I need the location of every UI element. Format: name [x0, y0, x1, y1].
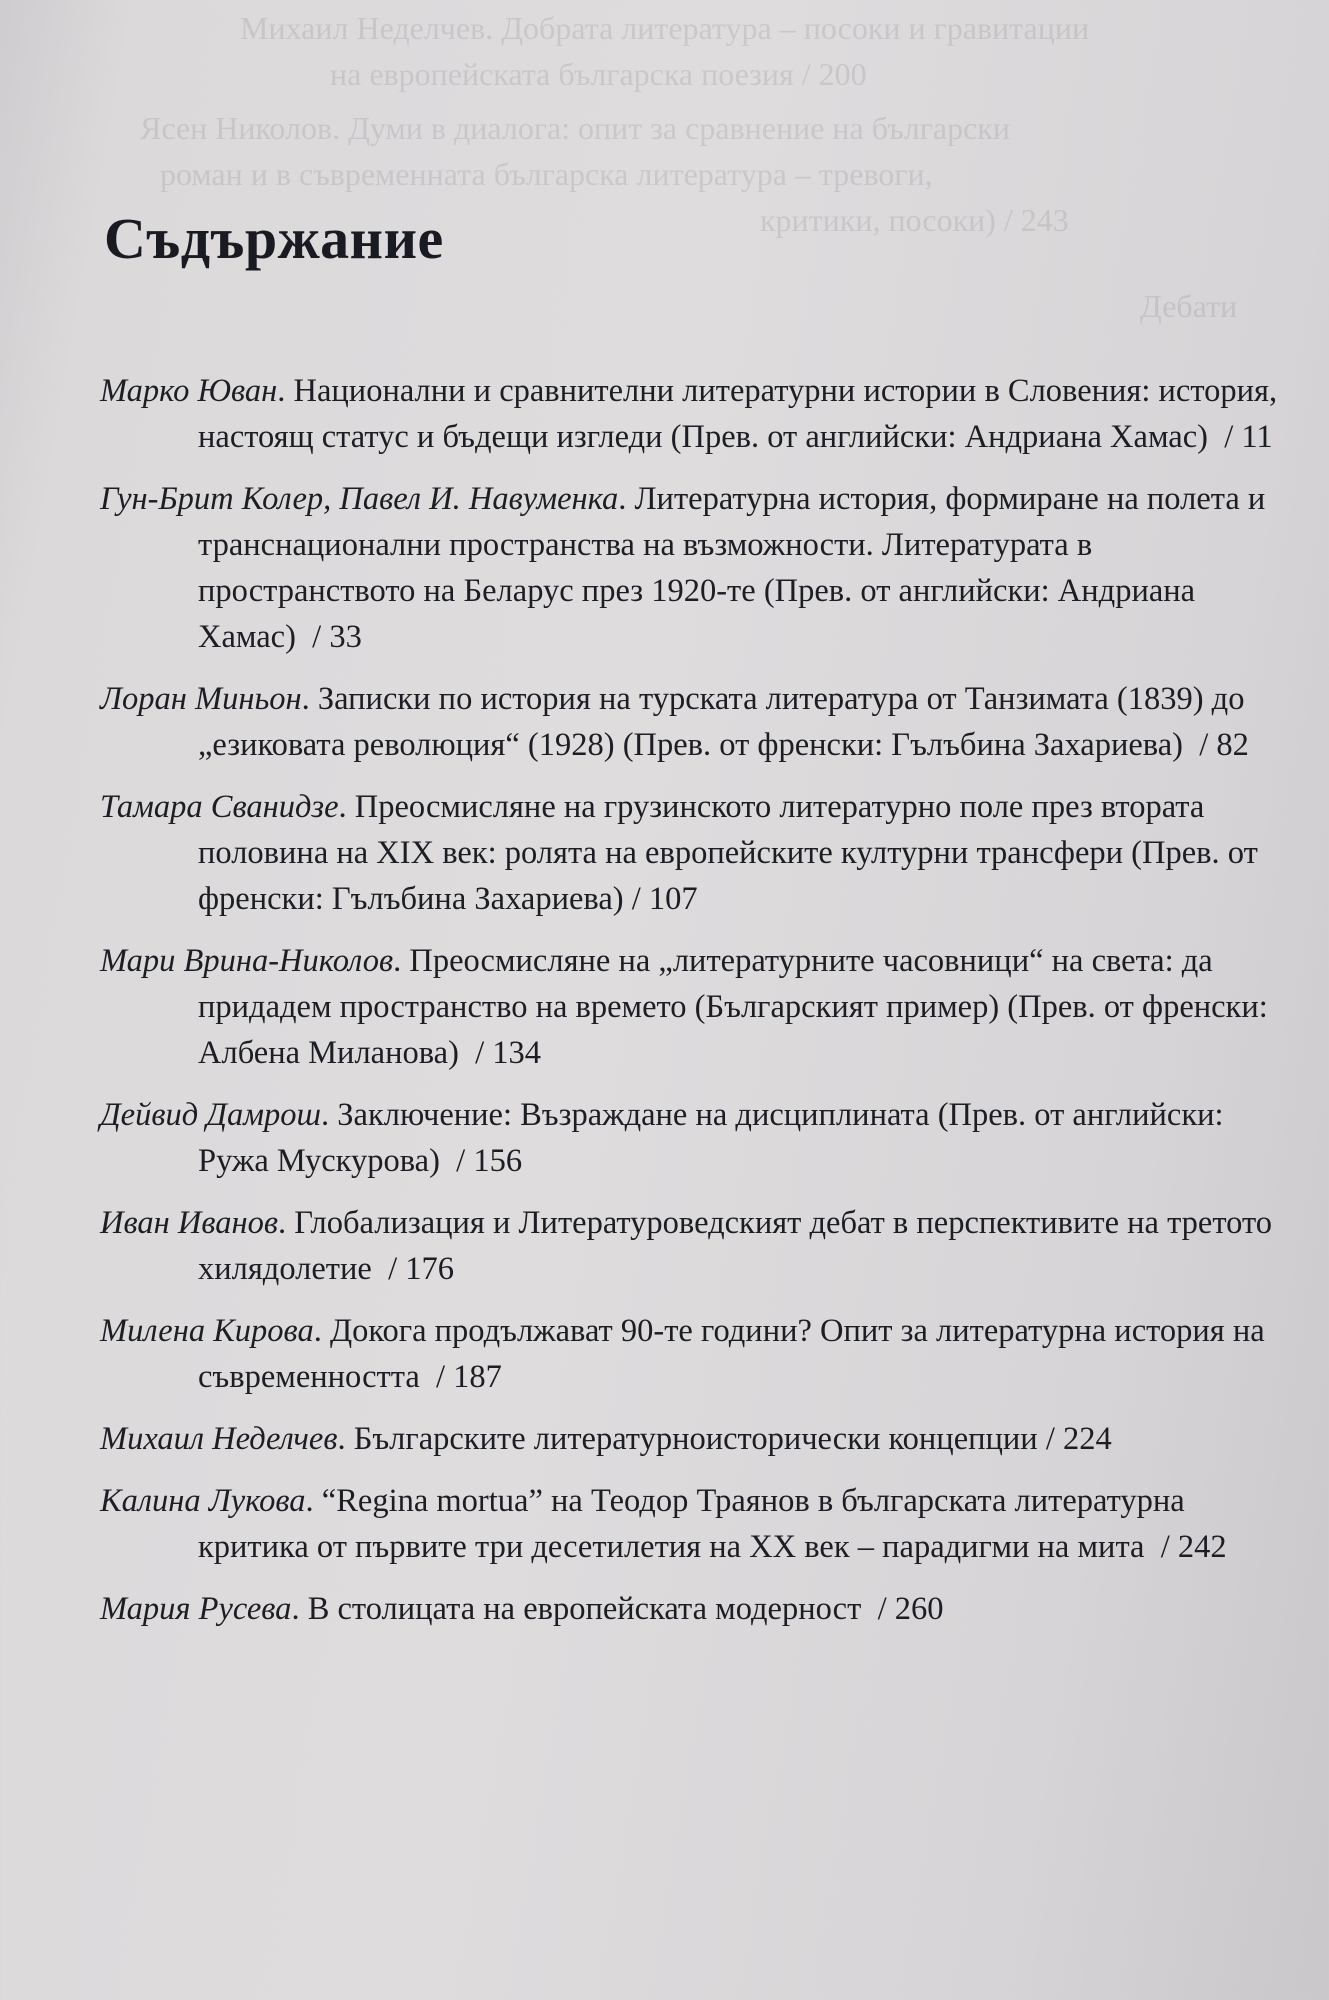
show-through-line: на европейската българска поезия / 200 — [330, 56, 867, 92]
page-title: Съдържание — [104, 206, 444, 271]
toc-title: Глобализация и Литературоведският дебат в перспективите на третото хилядолетие — [198, 1205, 1272, 1287]
toc-title: Заключение: Възраждане на дисциплината (Прев. от английски: Ружа Мускурова) — [198, 1097, 1224, 1179]
table-of-contents — [100, 368, 1290, 1648]
toc-page-number: / 260 — [877, 1591, 944, 1627]
toc-author: Марко Юван — [100, 373, 278, 409]
toc-entry: Тамара Сванидзе. Преосмисляне на грузинското литературно поле през втората половина на XIX век: ролята на европейските културни трансфери (Прев. от френски: Гълъбина Захариева) / 107 — [100, 789, 1258, 917]
toc-entry: Мария Русева. В столицата на европейската модерност / 260 — [100, 1591, 944, 1627]
show-through-line: критики, посоки) / 243 — [760, 202, 1069, 238]
toc-author: Тамара Сванидзе — [100, 789, 339, 825]
toc-page-number: / 134 — [475, 1035, 542, 1071]
show-through-line: Михаил Неделчев. Добрата литература – посоки и гравитации — [240, 10, 1090, 46]
toc-entry: Иван Иванов. Глобализация и Литературоведският дебат в перспективите на третото хилядолетие / 176 — [100, 1205, 1272, 1287]
toc-page-number: / 33 — [312, 619, 362, 655]
toc-page-number: / 11 — [1224, 419, 1273, 455]
toc-author: Мари Врина-Николов — [100, 943, 394, 979]
toc-page-number: / 176 — [388, 1251, 454, 1287]
toc-author: Гун-Брит Колер, Павел И. Навуменка — [100, 481, 619, 517]
toc-page-number: / 242 — [1160, 1529, 1227, 1565]
toc-title: Записки по история на турската литература от Танзимата (1839) до „езиковата революция“ (1928) (Прев. от френски: Гълъбина Захариева) — [198, 681, 1245, 763]
toc-author: Михаил Неделчев — [100, 1421, 338, 1457]
toc-author: Лоран Миньон — [100, 681, 302, 717]
toc-title: Литературна история, формиране на полета и транснационални пространства на възможности. Литературата в пространството на Беларус през 1920-те (Прев. от английски: Андриана Хамас) — [198, 481, 1266, 655]
toc-title: “Regina mortua” на Теодор Траянов в българската литературна критика от първите три десетилетия на XX век – парадигми на мита — [198, 1483, 1185, 1565]
toc-page-number: / 224 — [1045, 1421, 1112, 1457]
toc-entry: Дейвид Дамрош. Заключение: Възраждане на дисциплината (Прев. от английски: Ружа Мускурова) / 156 — [100, 1097, 1224, 1179]
toc-entry: Марко Юван. Национални и сравнителни литературни истории в Словения: история, настоящ статус и бъдещи изгледи (Прев. от английски: Андриана Хамас) / 11 — [100, 373, 1278, 455]
toc-page-number: / 187 — [436, 1359, 502, 1395]
show-through-line: Дебати — [1140, 288, 1238, 324]
show-through-line: роман и в съвременната българска литература – тревоги, — [160, 156, 933, 192]
toc-author: Иван Иванов — [100, 1205, 278, 1241]
toc-title: Българските литературноисторически концепции — [353, 1421, 1038, 1457]
toc-author: Дейвид Дамрош — [100, 1097, 321, 1133]
toc-title: Докога продължават 90-те години? Опит за литературна история на съвременността — [198, 1313, 1265, 1395]
toc-title: Национални и сравнителни литературни истории в Словения: история, настоящ статус и бъдещи изгледи (Прев. от английски: Андриана Хамас) — [198, 373, 1278, 455]
toc-entry: Милена Кирова. Докога продължават 90-те години? Опит за литературна история на съвременността / 187 — [100, 1313, 1265, 1395]
toc-entry: Михаил Неделчев. Българските литературноисторически концепции / 224 — [100, 1421, 1112, 1457]
toc-page-number: / 156 — [456, 1143, 523, 1179]
toc-entry: Калина Лукова. “Regina mortua” на Теодор Траянов в българската литературна критика от първите три десетилетия на XX век – парадигми на мита / 242 — [100, 1483, 1227, 1565]
toc-page-number: / 82 — [1199, 727, 1249, 763]
toc-author: Калина Лукова — [100, 1483, 306, 1519]
toc-title: Преосмисляне на „литературните часовници“ на света: да придадем пространство на времето (Българският пример) (Прев. от френски: Албена Миланова) — [198, 943, 1268, 1071]
show-through-line: Ясен Николов. Думи в диалога: опит за сравнение на български — [140, 110, 1010, 146]
toc-title: В столицата на европейската модерност — [307, 1591, 862, 1627]
toc-entry: Мари Врина-Николов. Преосмисляне на „литературните часовници“ на света: да придадем пространство на времето (Българският пример) (Прев. от френски: Албена Миланова) / 134 — [100, 943, 1268, 1071]
toc-entry: Гун-Брит Колер, Павел И. Навуменка. Литературна история, формиране на полета и транснационални пространства на възможности. Литературата в пространството на Беларус през 1920-те (Прев. от английски: Андриана Хамас) / 33 — [100, 481, 1266, 655]
toc-author: Мария Русева — [100, 1591, 292, 1627]
toc-author: Милена Кирова — [100, 1313, 314, 1349]
toc-title: Преосмисляне на грузинското литературно поле през втората половина на XIX век: ролята на европейските културни трансфери (Прев. от френски: Гълъбина Захариева) — [198, 789, 1258, 917]
toc-entry: Лоран Миньон. Записки по история на турската литература от Танзимата (1839) до „езиковата революция“ (1928) (Прев. от френски: Гълъбина Захариева) / 82 — [100, 681, 1249, 763]
toc-page-number: / 107 — [631, 881, 698, 917]
